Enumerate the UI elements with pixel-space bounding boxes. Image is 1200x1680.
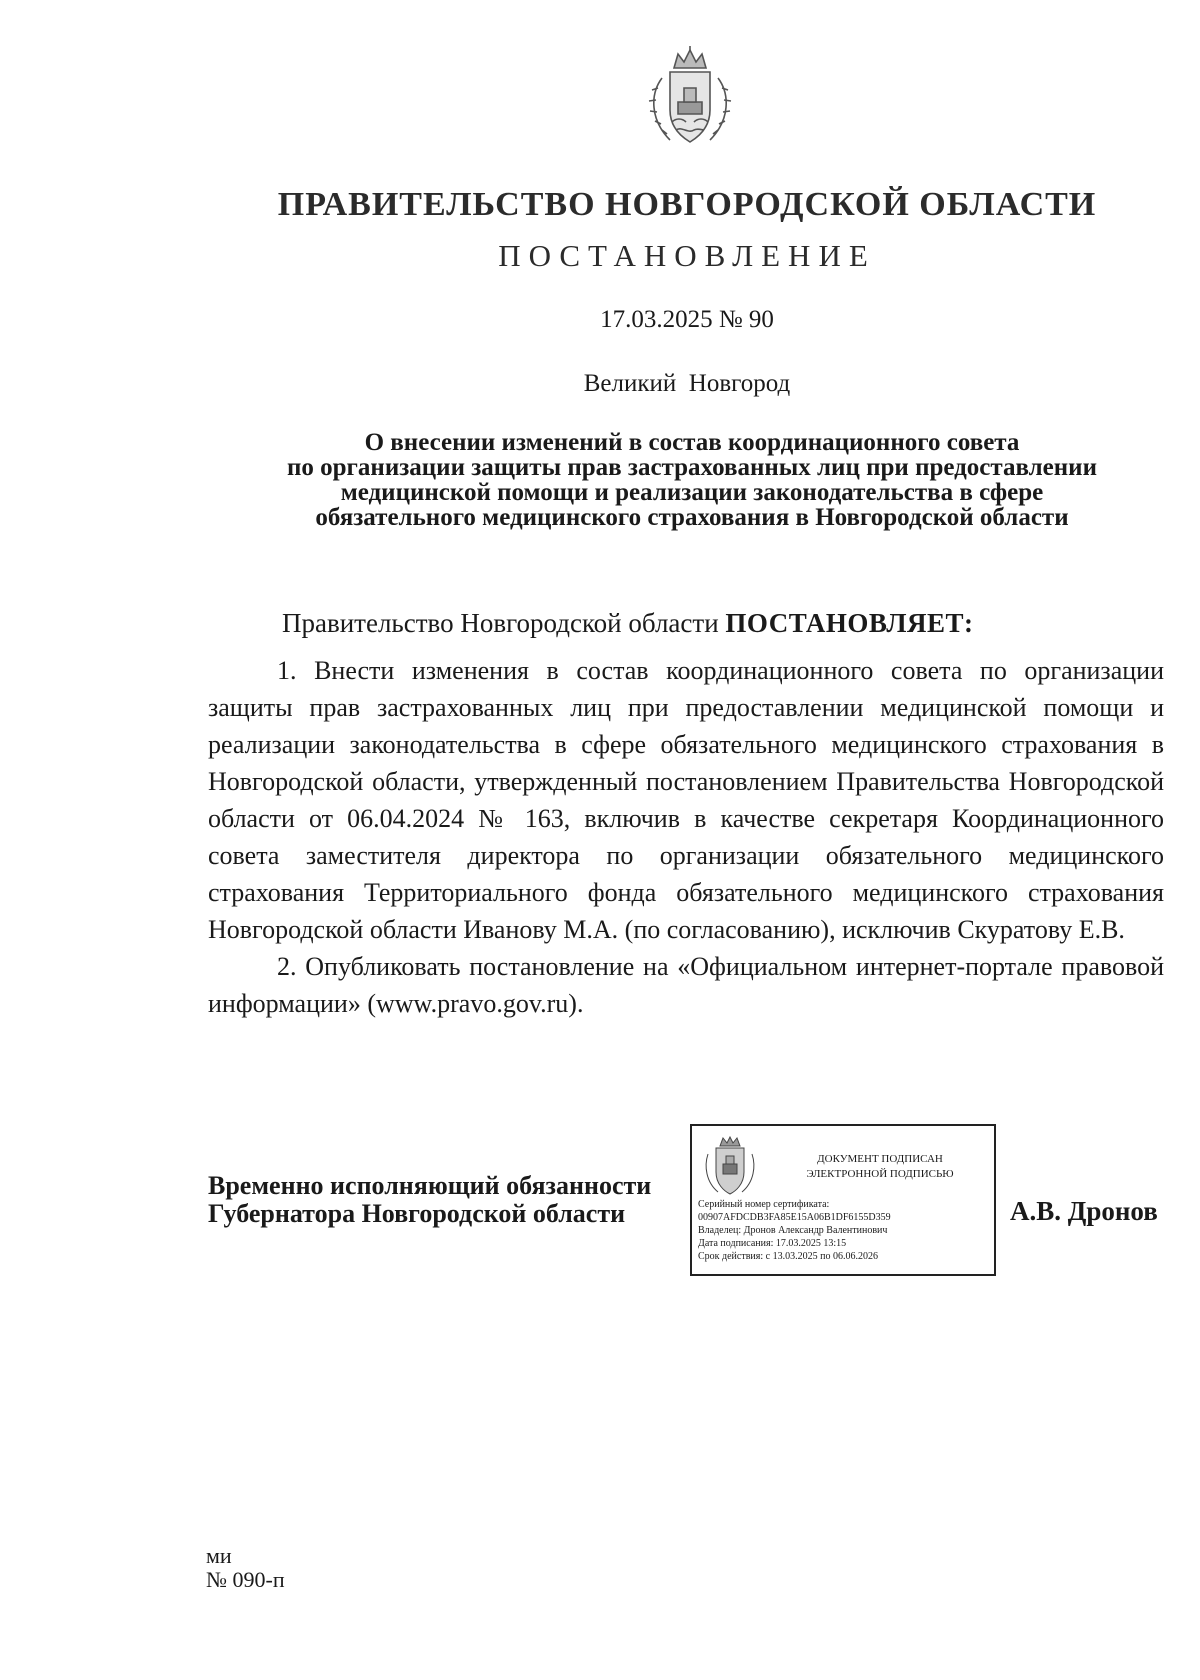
esign-details [698,1198,891,1263]
footer-initials: ми [206,1543,232,1568]
subject-line: медицинской помощи и реализации законодательства в сфере [340,479,1044,506]
decree-verb: ПОСТАНОВЛЯЕТ: [725,608,974,638]
signer-position-line: Губернатора Новгородской области [208,1199,626,1228]
signer-name: А.В. Дронов [1010,1196,1158,1226]
novgorod-coat-of-arms-icon [640,44,740,154]
document-city [0,370,1200,398]
signer-position [208,1172,651,1228]
esign-validity: Срок действия: с 13.03.2025 по 06.06.2026 [698,1251,878,1262]
document-body [208,652,1164,1022]
esign-heading-line: ЭЛЕКТРОННОЙ ПОДПИСЬЮ [806,1168,954,1180]
electronic-signature-stamp [690,1124,996,1276]
document-subject [200,430,1184,530]
subject-line: обязательного медицинского страхования в Новгородской области [315,504,1069,531]
document-city-text: Великий Новгород [583,370,791,397]
decree-lead: Правительство Новгородской области [282,608,726,638]
document-type: ПОСТАНОВЛЕНИЕ [498,238,876,273]
government-name: ПРАВИТЕЛЬСТВО НОВГОРОДСКОЙ ОБЛАСТИ [277,186,1097,223]
esign-cert-label: Серийный номер сертификата: [698,1199,830,1210]
footer-code [206,1544,285,1592]
subject-line: по организации защиты прав застрахованных лиц при предоставлении [287,454,1097,481]
body-paragraph: 2. Опубликовать постановление на «Официальном интернет-портале правовой информации» (www.pravo.gov.ru). [208,952,1164,1018]
signer-position-line: Временно исполняющий обязанности [208,1171,652,1200]
esign-heading-line: ДОКУМЕНТ ПОДПИСАН [817,1153,943,1165]
esign-signed-date: Дата подписания: 17.03.2025 13:15 [698,1238,847,1249]
novgorod-coat-of-arms-icon [700,1136,760,1198]
esign-heading [770,1152,990,1182]
esign-owner: Владелец: Дронов Александр Валентинович [698,1225,888,1236]
decree-statement [282,608,974,639]
footer-number: № 090-п [206,1567,285,1592]
document-date-number: 17.03.2025 № 90 [600,306,774,333]
esign-cert-number: 00907AFDCDB3FA85E15A06B1DF6155D359 [698,1212,891,1223]
subject-line: О внесении изменений в состав координационного совета [364,429,1020,456]
body-paragraph: 1. Внести изменения в состав координационного совета по организации защиты прав застрахованных лиц при предоставлении медицинской помощи и реализации законодательства в сфере обязательного медицинского страхования в Новгородской области, утвержденный постановлением Правительства Новгородской области от 06.04.2024 № 163, включив в качестве секретаря Координационного совета заместителя директора по организации обязательного медицинского страхования Территориального фонда обязательного медицинского страхования Новгородской области Иванову М.А. (по согласованию), исключив Скуратову Е.В. [208,656,1164,944]
